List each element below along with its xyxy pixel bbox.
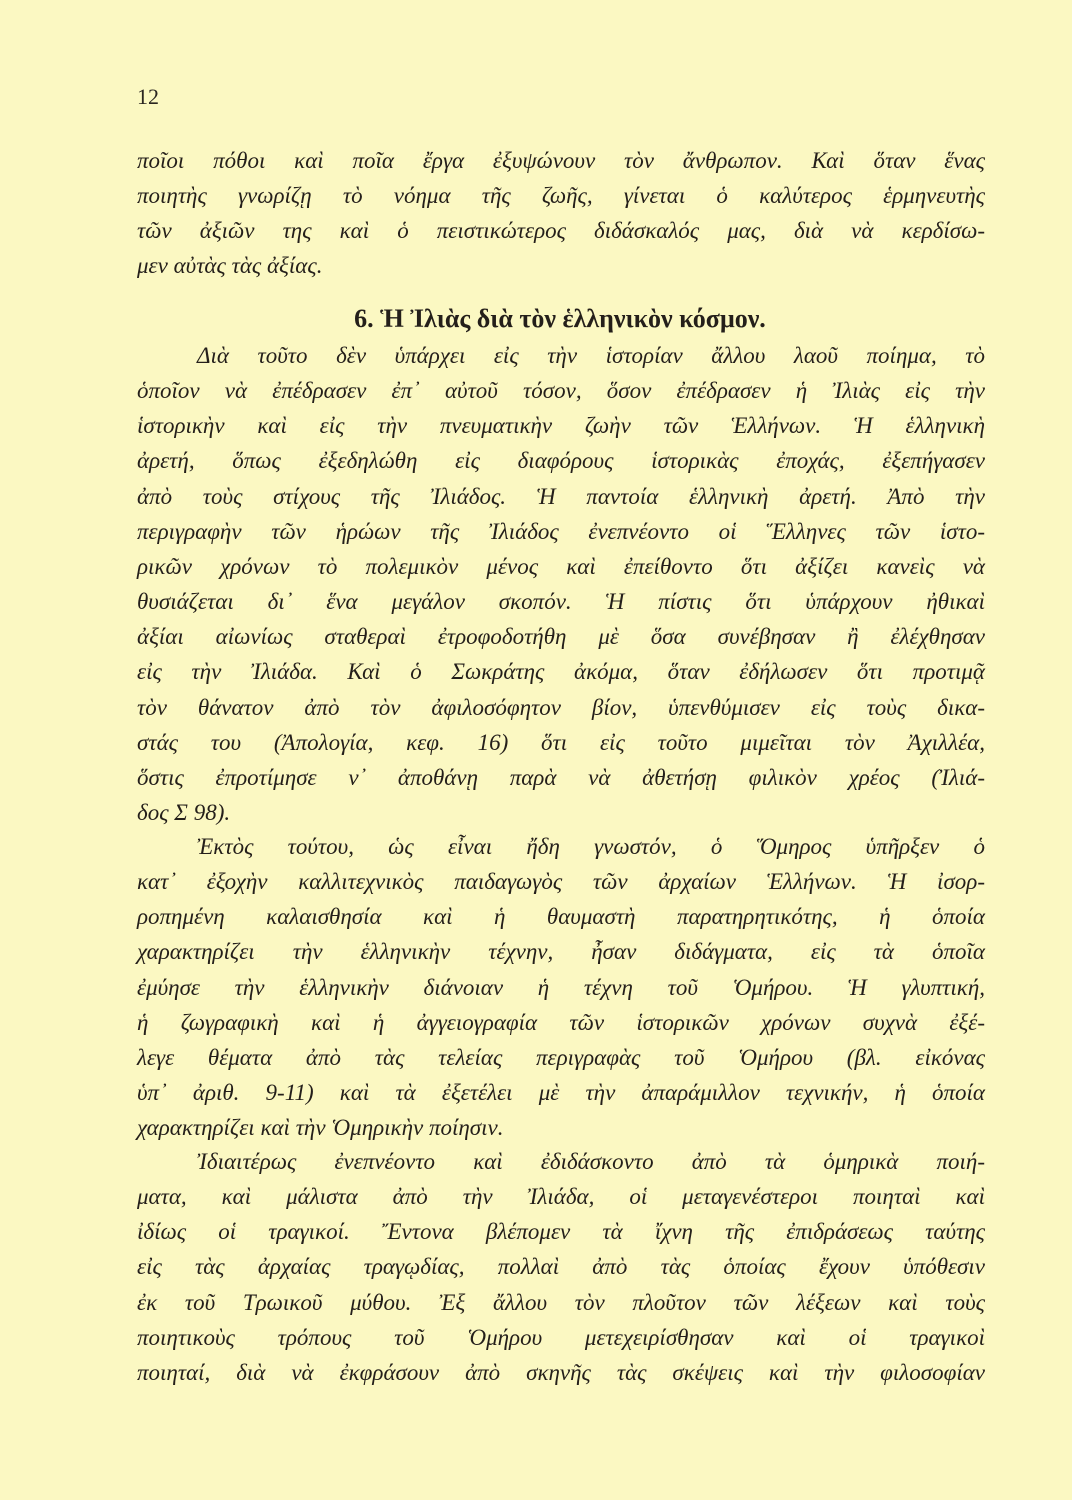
text-line: Ἐκτὸς τούτου, ὡς εἶναι ἤδη γνωστόν, ὁ Ὅμηρος ὑπῆρξεν ὁ xyxy=(197,834,985,859)
text-line: ματα, καὶ μάλιστα ἀπὸ τὴν Ἰλιάδα, οἱ μεταγενέστεροι ποιηταὶ καὶ xyxy=(137,1184,985,1210)
text-line: ὁποῖον νὰ ἐπέδρασεν ἐπ᾽ αὐτοῦ τόσον, ὅσον ἐπέδρασεν ἡ Ἰλιὰς εἰς τὴν xyxy=(137,378,985,404)
text-line: ὑπ᾽ ἀριθ. 9-11) καὶ τὰ ἐξετέλει μὲ τὴν ἀπαράμιλλον τεχνικήν, ἡ ὁποία xyxy=(137,1080,985,1106)
text-line: ποῖοι πόθοι καὶ ποῖα ἔργα ἐξυψώνουν τὸν ἄνθρωπον. Καὶ ὅταν ἕνας xyxy=(137,148,985,173)
text-line: ρικῶν χρόνων τὸ πολεμικὸν μένος καὶ ἐπείθοντο ὅτι ἀξίζει κανεὶς νὰ xyxy=(137,553,985,579)
text-line: στάς του (Ἀπολογία, κεφ. 16) ὅτι εἰς τοῦτο μιμεῖται τὸν Ἀχιλλέα, xyxy=(137,729,985,755)
text-line: χαρακτηρίζει τὴν ἑλληνικὴν τέχνην, ἦσαν διδάγματα, εἰς τὰ ὁποῖα xyxy=(137,939,985,965)
text-line: χαρακτηρίζει καὶ τὴν Ὁμηρικὴν ποίησιν. xyxy=(137,1115,504,1141)
text-line: κατ᾽ ἐξοχὴν καλλιτεχνικὸς παιδαγωγὸς τῶν ἀρχαίων Ἑλλήνων. Ἡ ἰσορ- xyxy=(137,869,985,895)
text-line: περιγραφὴν τῶν ἡρώων τῆς Ἰλιάδος ἐνεπνέοντο οἱ Ἕλληνες τῶν ἱστο- xyxy=(137,518,985,544)
text-line: ἀρετή, ὅπως ἐξεδηλώθη εἰς διαφόρους ἱστορικὰς ἐποχάς, ἐξεπήγασεν xyxy=(137,448,985,474)
text-line: ποιηταί, διὰ νὰ ἐκφράσουν ἀπὸ σκηνῆς τὰς σκέψεις καὶ τὴν φιλοσοφίαν xyxy=(137,1359,985,1385)
text-line: ροπημένη καλαισθησία καὶ ἡ θαυμαστὴ παρατηρητικότης, ἡ ὁποία xyxy=(137,904,985,930)
text-line: ὅστις ἐπροτίμησε ν᾽ ἀποθάνῃ παρὰ νὰ ἀθετήσῃ φιλικὸν χρέος (Ἰλιά- xyxy=(137,764,985,790)
text-line: τὸν θάνατον ἀπὸ τὸν ἀφιλοσόφητον βίον, ὑπενθύμισεν εἰς τοὺς δικα- xyxy=(137,694,985,720)
text-line: ἀξίαι αἰωνίως σταθεραὶ ἐτροφοδοτήθη μὲ ὅσα συνέβησαν ἢ ἐλέχθησαν xyxy=(137,624,985,650)
text-line: ποιητὴς γνωρίζῃ τὸ νόημα τῆς ζωῆς, γίνεται ὁ καλύτερος ἑρμηνευτὴς xyxy=(137,183,985,209)
text-line: ἱστορικὴν καὶ εἰς τὴν πνευματικὴν ζωὴν τῶν Ἑλλήνων. Ἡ ἑλληνικὴ xyxy=(137,413,985,439)
section-heading: 6. Ἡ Ἰλιὰς διὰ τὸν ἑλληνικὸν κόσμον. xyxy=(354,304,766,333)
text-line: λεγε θέματα ἀπὸ τὰς τελείας περιγραφὰς τοῦ Ὁμήρου (βλ. εἰκόνας xyxy=(137,1044,985,1070)
text-line: θυσιάζεται δι᾽ ἕνα μεγάλον σκοπόν. Ἡ πίστις ὅτι ὑπάρχουν ἠθικαὶ xyxy=(137,589,985,615)
text-line: ἐμύησε τὴν ἑλληνικὴν διάνοιαν ἡ τέχνη τοῦ Ὁμήρου. Ἡ γλυπτική, xyxy=(137,974,985,1000)
text-line: ἡ ζωγραφικὴ καὶ ἡ ἀγγειογραφία τῶν ἱστορικῶν χρόνων συχνὰ ἐξέ- xyxy=(137,1009,985,1035)
text-line: μεν αὐτὰς τὰς ἀξίας. xyxy=(137,253,323,279)
text-line: εἰς τὰς ἀρχαίας τραγῳδίας, πολλαὶ ἀπὸ τὰς ὁποίας ἔχουν ὑπόθεσιν xyxy=(137,1254,985,1280)
text-line: δος Σ 98). xyxy=(137,799,231,825)
text-line: τῶν ἀξιῶν της καὶ ὁ πειστικώτερος διδάσκαλός μας, διὰ νὰ κερδίσω- xyxy=(137,218,985,244)
page-number: 12 xyxy=(137,84,159,109)
text-line: ἐκ τοῦ Τρωικοῦ μύθου. Ἐξ ἄλλου τὸν πλοῦτον τῶν λέξεων καὶ τοὺς xyxy=(137,1289,985,1315)
text-line: ἰδίως οἱ τραγικοί. Ἔντονα βλέπομεν τὰ ἴχνη τῆς ἐπιδράσεως ταύτης xyxy=(137,1219,985,1245)
text-line: ἀπὸ τοὺς στίχους τῆς Ἰλιάδος. Ἡ παντοία ἑλληνικὴ ἀρετή. Ἀπὸ τὴν xyxy=(137,483,985,509)
text-line: Ἰδιαιτέρως ἐνεπνέοντο καὶ ἐδιδάσκοντο ἀπὸ τὰ ὁμηρικὰ ποιή- xyxy=(197,1149,985,1174)
text-line: εἰς τὴν Ἰλιάδα. Καὶ ὁ Σωκράτης ἀκόμα, ὅταν ἐδήλωσεν ὅτι προτιμᾷ xyxy=(137,659,985,685)
text-line: Διὰ τοῦτο δὲν ὑπάρχει εἰς τὴν ἱστορίαν ἄλλου λαοῦ ποίημα, τὸ xyxy=(197,343,985,368)
text-line: ποιητικοὺς τρόπους τοῦ Ὁμήρου μετεχειρίσθησαν καὶ οἱ τραγικοὶ xyxy=(137,1324,985,1350)
